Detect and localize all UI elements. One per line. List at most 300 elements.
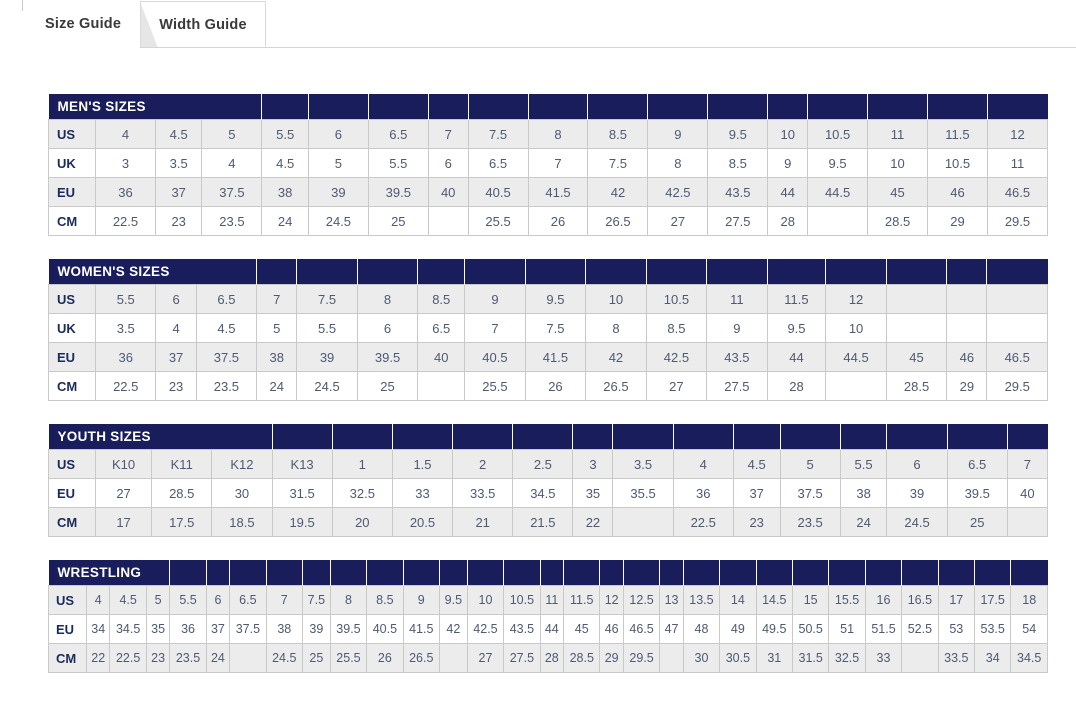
size-cell: 12 xyxy=(600,586,623,615)
size-cell: 10 xyxy=(586,285,646,314)
size-cell: 40 xyxy=(418,343,465,372)
size-cell: 38 xyxy=(262,178,309,207)
size-cell: 25.5 xyxy=(330,644,366,673)
size-cell: 7 xyxy=(257,285,297,314)
size-cell: 5 xyxy=(146,586,169,615)
size-tables-area xyxy=(48,94,1048,673)
size-table-wrestling xyxy=(48,560,1048,673)
header-spacer-cell xyxy=(829,560,865,586)
row-label: UK xyxy=(49,149,96,178)
size-cell: 42.5 xyxy=(467,615,503,644)
size-cell: 10.5 xyxy=(808,120,868,149)
header-spacer-cell xyxy=(439,560,467,586)
size-cell: 42 xyxy=(586,343,646,372)
size-cell xyxy=(987,314,1048,343)
size-cell: 36 xyxy=(170,615,206,644)
size-cell: 42 xyxy=(588,178,648,207)
table-row-uk xyxy=(49,149,1048,178)
size-cell: 18.5 xyxy=(212,508,272,537)
size-cell: 4 xyxy=(202,149,262,178)
size-cell: 41.5 xyxy=(403,615,439,644)
size-cell xyxy=(1007,508,1047,537)
table-row-us xyxy=(49,120,1048,149)
size-cell: 17.5 xyxy=(975,586,1011,615)
header-spacer-cell xyxy=(792,560,828,586)
size-cell: 49 xyxy=(720,615,756,644)
size-cell: 7 xyxy=(1007,450,1047,479)
size-cell: 9.5 xyxy=(525,285,585,314)
size-cell: 6.5 xyxy=(196,285,256,314)
size-cell: 8 xyxy=(357,285,417,314)
size-cell: 30.5 xyxy=(720,644,756,673)
header-spacer-cell xyxy=(865,560,901,586)
row-label: EU xyxy=(49,479,96,508)
size-cell: 3 xyxy=(96,149,156,178)
size-cell: 28.5 xyxy=(868,207,928,236)
size-cell xyxy=(826,372,886,401)
header-spacer-cell xyxy=(720,560,756,586)
size-cell: 6.5 xyxy=(230,586,266,615)
size-cell: 53 xyxy=(938,615,974,644)
size-cell: 52.5 xyxy=(902,615,938,644)
size-cell: 6 xyxy=(357,314,417,343)
size-cell: 22.5 xyxy=(673,508,733,537)
header-spacer-cell xyxy=(302,560,330,586)
size-cell xyxy=(439,644,467,673)
size-cell: 7.5 xyxy=(468,120,528,149)
size-cell: 44 xyxy=(540,615,563,644)
header-spacer-cell xyxy=(262,94,309,120)
size-cell: 4.5 xyxy=(196,314,256,343)
size-cell: 17 xyxy=(96,508,152,537)
size-cell: 1 xyxy=(332,450,392,479)
size-cell: 25 xyxy=(302,644,330,673)
size-cell: 41.5 xyxy=(528,178,588,207)
size-cell: 5.5 xyxy=(262,120,309,149)
table-header-row xyxy=(49,560,1048,586)
table-row-eu xyxy=(49,343,1048,372)
header-spacer-cell xyxy=(297,259,357,285)
tab-bar-divider xyxy=(140,47,1076,48)
header-spacer-cell xyxy=(170,560,206,586)
size-cell: 12 xyxy=(826,285,886,314)
size-cell: 14.5 xyxy=(756,586,792,615)
size-cell: 39 xyxy=(887,479,947,508)
size-cell: 41.5 xyxy=(525,343,585,372)
size-cell: 24.5 xyxy=(308,207,368,236)
size-cell: 24 xyxy=(262,207,309,236)
size-cell: 26.5 xyxy=(586,372,646,401)
size-cell: 11 xyxy=(868,120,928,149)
header-spacer-cell xyxy=(257,259,297,285)
size-cell: 2 xyxy=(453,450,513,479)
size-cell: 39 xyxy=(297,343,357,372)
size-cell: 10.5 xyxy=(646,285,706,314)
size-cell: 7 xyxy=(465,314,525,343)
size-cell: 31 xyxy=(756,644,792,673)
size-cell: 31.5 xyxy=(272,479,332,508)
size-cell: 29 xyxy=(928,207,988,236)
size-cell: 10 xyxy=(868,149,928,178)
header-spacer-cell xyxy=(368,94,428,120)
size-cell: 9 xyxy=(465,285,525,314)
size-cell: 8.5 xyxy=(418,285,465,314)
table-row-eu xyxy=(49,479,1048,508)
size-cell: 40.5 xyxy=(367,615,403,644)
header-spacer-cell xyxy=(206,560,229,586)
header-spacer-cell xyxy=(266,560,302,586)
header-spacer-cell xyxy=(646,259,706,285)
size-cell: 6 xyxy=(156,285,196,314)
size-cell: 6 xyxy=(206,586,229,615)
size-cell: 23.5 xyxy=(170,644,206,673)
size-cell: 27 xyxy=(646,372,706,401)
header-spacer-cell xyxy=(623,560,659,586)
table-row-cm xyxy=(49,508,1048,537)
row-label: CM xyxy=(49,372,96,401)
size-cell: 42.5 xyxy=(648,178,708,207)
size-cell: 29.5 xyxy=(623,644,659,673)
size-cell: 9.5 xyxy=(767,314,826,343)
table-title: WRESTLING xyxy=(49,560,170,586)
table-title: MEN'S SIZES xyxy=(49,94,262,120)
header-spacer-cell xyxy=(528,94,588,120)
size-cell: 5 xyxy=(308,149,368,178)
size-cell: 4.5 xyxy=(110,586,146,615)
table-row-cm xyxy=(49,644,1048,673)
size-cell: 5 xyxy=(780,450,840,479)
size-cell: 5.5 xyxy=(170,586,206,615)
size-cell: 29 xyxy=(600,644,623,673)
size-cell: 44.5 xyxy=(826,343,886,372)
size-cell: 24.5 xyxy=(297,372,357,401)
size-cell: 40 xyxy=(1007,479,1047,508)
table-row-cm xyxy=(49,207,1048,236)
size-cell: 39 xyxy=(308,178,368,207)
size-cell: 37.5 xyxy=(780,479,840,508)
header-spacer-cell xyxy=(504,560,540,586)
size-cell: 22 xyxy=(573,508,613,537)
size-cell: 11.5 xyxy=(564,586,600,615)
size-cell: 37 xyxy=(155,178,202,207)
size-cell: 12.5 xyxy=(623,586,659,615)
header-spacer-cell xyxy=(987,259,1048,285)
size-cell: 23 xyxy=(156,372,196,401)
row-label: US xyxy=(49,450,96,479)
size-cell: 8 xyxy=(648,149,708,178)
row-label: US xyxy=(49,586,87,615)
row-label: US xyxy=(49,285,96,314)
header-spacer-cell xyxy=(453,424,513,450)
table-row-eu xyxy=(49,178,1048,207)
size-cell xyxy=(947,285,987,314)
header-spacer-cell xyxy=(947,259,987,285)
size-cell: 7.5 xyxy=(588,149,648,178)
size-cell: K13 xyxy=(272,450,332,479)
header-spacer-cell xyxy=(826,259,886,285)
size-cell: 28 xyxy=(540,644,563,673)
size-cell: 36 xyxy=(96,178,156,207)
size-cell: 7.5 xyxy=(302,586,330,615)
header-spacer-cell xyxy=(588,94,648,120)
header-spacer-cell xyxy=(330,560,366,586)
size-cell: 16 xyxy=(865,586,901,615)
size-cell: 42 xyxy=(439,615,467,644)
size-cell: 10 xyxy=(467,586,503,615)
size-cell: 36 xyxy=(96,343,156,372)
size-cell: 35.5 xyxy=(613,479,673,508)
size-cell xyxy=(660,644,683,673)
size-cell: 15.5 xyxy=(829,586,865,615)
size-cell: 30 xyxy=(212,479,272,508)
size-cell: 8 xyxy=(330,586,366,615)
size-cell: 26 xyxy=(528,207,588,236)
size-cell: 54 xyxy=(1011,615,1048,644)
header-spacer-cell xyxy=(600,560,623,586)
size-cell: 6 xyxy=(308,120,368,149)
header-spacer-cell xyxy=(403,560,439,586)
size-cell: 45 xyxy=(868,178,928,207)
row-label: US xyxy=(49,120,96,149)
size-cell: 38 xyxy=(266,615,302,644)
size-cell: 8 xyxy=(528,120,588,149)
size-cell: 44 xyxy=(767,343,826,372)
size-cell: 9 xyxy=(648,120,708,149)
header-spacer-cell xyxy=(975,560,1011,586)
size-cell: 7 xyxy=(528,149,588,178)
size-cell: 4.5 xyxy=(262,149,309,178)
size-cell: 43.5 xyxy=(504,615,540,644)
table-row-us xyxy=(49,285,1048,314)
size-cell: 6 xyxy=(428,149,468,178)
size-cell: 40.5 xyxy=(465,343,525,372)
size-cell: 6 xyxy=(887,450,947,479)
table-header-row xyxy=(49,94,1048,120)
header-spacer-cell xyxy=(733,424,780,450)
size-cell: 15 xyxy=(792,586,828,615)
header-spacer-cell xyxy=(902,560,938,586)
tab-width-guide[interactable] xyxy=(140,1,266,48)
table-row-us xyxy=(49,450,1048,479)
size-cell: 9.5 xyxy=(708,120,768,149)
size-cell: 4 xyxy=(96,120,156,149)
size-cell: 23 xyxy=(146,644,169,673)
size-cell xyxy=(886,285,946,314)
corner-line-decoration xyxy=(22,0,23,11)
size-cell: 16.5 xyxy=(902,586,938,615)
size-cell: 34 xyxy=(975,644,1011,673)
size-cell: 44 xyxy=(768,178,808,207)
header-spacer-cell xyxy=(230,560,266,586)
size-cell: 22.5 xyxy=(96,372,156,401)
size-cell xyxy=(947,314,987,343)
size-table-womens-sizes xyxy=(48,259,1048,401)
size-cell: 4 xyxy=(87,586,110,615)
size-cell: 10 xyxy=(768,120,808,149)
header-spacer-cell xyxy=(540,560,563,586)
header-spacer-cell xyxy=(332,424,392,450)
tab-size-guide[interactable] xyxy=(45,0,121,48)
size-cell: 27 xyxy=(467,644,503,673)
size-table-mens-sizes xyxy=(48,94,1048,236)
tab-size-guide-label: Size Guide xyxy=(45,16,122,32)
size-cell: 9.5 xyxy=(439,586,467,615)
header-spacer-cell xyxy=(613,424,673,450)
size-cell: 39.5 xyxy=(947,479,1007,508)
table-row-us xyxy=(49,586,1048,615)
size-cell: 45 xyxy=(564,615,600,644)
size-cell: 35 xyxy=(146,615,169,644)
size-cell: 28 xyxy=(768,207,808,236)
size-cell: 24.5 xyxy=(266,644,302,673)
size-cell: 5.5 xyxy=(297,314,357,343)
header-spacer-cell xyxy=(467,560,503,586)
size-cell: 4.5 xyxy=(733,450,780,479)
size-cell: 27 xyxy=(648,207,708,236)
row-label: CM xyxy=(49,207,96,236)
size-cell xyxy=(613,508,673,537)
size-cell: 8.5 xyxy=(588,120,648,149)
size-cell: 25.5 xyxy=(468,207,528,236)
size-cell xyxy=(886,314,946,343)
tab-width-guide-label: Width Guide xyxy=(159,17,247,33)
size-cell: 9 xyxy=(768,149,808,178)
table-row-uk xyxy=(49,314,1048,343)
header-spacer-cell xyxy=(767,259,826,285)
size-cell: 37.5 xyxy=(196,343,256,372)
size-cell: 37 xyxy=(206,615,229,644)
size-cell: 26 xyxy=(525,372,585,401)
size-cell: 14 xyxy=(720,586,756,615)
size-cell: 37.5 xyxy=(202,178,262,207)
size-cell: 31.5 xyxy=(792,644,828,673)
size-cell: 20.5 xyxy=(392,508,452,537)
header-spacer-cell xyxy=(418,259,465,285)
size-cell xyxy=(902,644,938,673)
size-cell: 10.5 xyxy=(928,149,988,178)
size-cell: 49.5 xyxy=(756,615,792,644)
size-cell: 9 xyxy=(707,314,767,343)
size-cell: 25 xyxy=(368,207,428,236)
size-cell: 9.5 xyxy=(808,149,868,178)
size-cell: 26.5 xyxy=(588,207,648,236)
size-cell: K12 xyxy=(212,450,272,479)
size-cell: 29.5 xyxy=(987,372,1048,401)
header-spacer-cell xyxy=(780,424,840,450)
header-spacer-cell xyxy=(660,560,683,586)
header-spacer-cell xyxy=(756,560,792,586)
table-header-row xyxy=(49,424,1048,450)
header-spacer-cell xyxy=(357,259,417,285)
size-cell: 5.5 xyxy=(96,285,156,314)
size-cell: 40 xyxy=(428,178,468,207)
size-cell: 38 xyxy=(840,479,887,508)
header-spacer-cell xyxy=(673,424,733,450)
size-cell: 23.5 xyxy=(202,207,262,236)
size-cell: 3.5 xyxy=(155,149,202,178)
size-cell: 51.5 xyxy=(865,615,901,644)
tab-bar xyxy=(0,0,1076,48)
size-cell: 8.5 xyxy=(708,149,768,178)
header-spacer-cell xyxy=(887,424,947,450)
size-cell: 24 xyxy=(840,508,887,537)
size-cell xyxy=(418,372,465,401)
size-cell: 8 xyxy=(586,314,646,343)
size-cell xyxy=(428,207,468,236)
size-cell: 42.5 xyxy=(646,343,706,372)
size-cell: 37 xyxy=(733,479,780,508)
size-cell: 4 xyxy=(673,450,733,479)
size-cell: 11.5 xyxy=(767,285,826,314)
size-cell: 7 xyxy=(428,120,468,149)
size-cell: 35 xyxy=(573,479,613,508)
size-cell: 30 xyxy=(683,644,719,673)
size-cell: 39.5 xyxy=(330,615,366,644)
size-cell: 50.5 xyxy=(792,615,828,644)
table-title: YOUTH SIZES xyxy=(49,424,273,450)
size-cell: 45 xyxy=(886,343,946,372)
size-cell: 5.5 xyxy=(840,450,887,479)
size-cell: 7.5 xyxy=(525,314,585,343)
size-cell: 11 xyxy=(987,149,1047,178)
size-cell: 33.5 xyxy=(938,644,974,673)
table-row-eu xyxy=(49,615,1048,644)
size-cell: 21.5 xyxy=(513,508,573,537)
header-spacer-cell xyxy=(392,424,452,450)
header-spacer-cell xyxy=(808,94,868,120)
size-cell: 27.5 xyxy=(707,372,767,401)
header-spacer-cell xyxy=(586,259,646,285)
size-cell: 37 xyxy=(156,343,196,372)
size-cell: 19.5 xyxy=(272,508,332,537)
size-cell: 9 xyxy=(403,586,439,615)
size-cell: 27.5 xyxy=(504,644,540,673)
size-cell: 7.5 xyxy=(297,285,357,314)
size-cell: 37.5 xyxy=(230,615,266,644)
size-cell: 6.5 xyxy=(368,120,428,149)
row-label: EU xyxy=(49,178,96,207)
size-cell: 3 xyxy=(573,450,613,479)
size-cell: 22.5 xyxy=(96,207,156,236)
size-cell: 13.5 xyxy=(683,586,719,615)
size-cell: 26 xyxy=(367,644,403,673)
size-cell: 25 xyxy=(357,372,417,401)
womens-sizes-table xyxy=(48,259,1048,401)
size-cell: 46 xyxy=(947,343,987,372)
size-cell: 33 xyxy=(865,644,901,673)
size-cell: 6.5 xyxy=(468,149,528,178)
size-cell: 34.5 xyxy=(110,615,146,644)
size-cell: 48 xyxy=(683,615,719,644)
header-spacer-cell xyxy=(707,259,767,285)
size-cell: 20 xyxy=(332,508,392,537)
size-cell: 5.5 xyxy=(368,149,428,178)
size-cell: 28.5 xyxy=(886,372,946,401)
size-cell: 7 xyxy=(266,586,302,615)
size-cell: 28.5 xyxy=(564,644,600,673)
size-cell: 1.5 xyxy=(392,450,452,479)
size-cell: 34 xyxy=(87,615,110,644)
row-label: EU xyxy=(49,343,96,372)
size-cell: 23 xyxy=(155,207,202,236)
size-cell: 25.5 xyxy=(465,372,525,401)
size-cell: 17 xyxy=(938,586,974,615)
size-cell: 8.5 xyxy=(646,314,706,343)
header-spacer-cell xyxy=(525,259,585,285)
size-cell: 13 xyxy=(660,586,683,615)
size-cell: 28.5 xyxy=(152,479,212,508)
size-cell: 11.5 xyxy=(928,120,988,149)
